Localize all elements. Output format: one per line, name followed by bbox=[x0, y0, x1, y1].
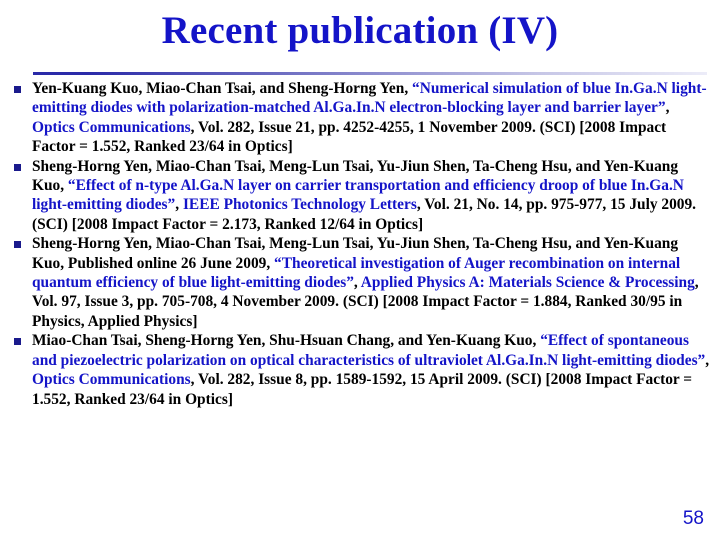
publication-title: “Effect of spontaneous and piezoelectric polarization on optical characteristics of ultraviolet Al.Ga.In.N light-emitting diodes” bbox=[32, 332, 706, 369]
bullet-icon bbox=[14, 338, 21, 345]
publication-separator: , bbox=[705, 351, 710, 369]
publication-authors: Yen-Kuang Kuo, Miao-Chan Tsai, and Sheng-Horng Yen, bbox=[32, 80, 413, 97]
publication-separator: , bbox=[665, 99, 670, 117]
bullet-icon bbox=[14, 86, 21, 93]
publication-details: , Vol. 21, No. 14, pp. 975-977, 15 July 2009. (SCI) [2008 Impact Factor = 2.173, Ranked 12/64 in Optics] bbox=[32, 196, 697, 233]
publication-separator: , bbox=[353, 274, 361, 292]
publication-list bbox=[14, 79, 710, 409]
publication-item bbox=[14, 79, 710, 157]
publication-journal: Optics Communications bbox=[32, 118, 191, 136]
publication-journal: Optics Communications bbox=[32, 371, 191, 389]
publication-authors: Miao-Chan Tsai, Sheng-Horng Yen, Shu-Hsuan Chang, and Yen-Kuang Kuo, bbox=[32, 332, 541, 350]
slide-title-main: Recent publication bbox=[161, 9, 479, 52]
publication-item bbox=[14, 157, 710, 235]
bullet-icon bbox=[14, 241, 21, 248]
publication-title: “Effect of n-type Al.Ga.N layer on carrier transportation and efficiency droop of blue In.Ga.N light-emitting diodes” bbox=[32, 177, 684, 214]
publication-details: , Vol. 282, Issue 21, pp. 4252-4255, 1 November 2009. (SCI) [2008 Impact Factor = 1.552, Ranked 23/64 in Optics] bbox=[32, 118, 667, 156]
publication-details: , Vol. 97, Issue 3, pp. 705-708, 4 November 2009. (SCI) [2008 Impact Factor = 1.884, Ranked 30/95 in Physics, Applied Physics] bbox=[32, 274, 699, 330]
publication-item bbox=[14, 234, 710, 331]
publication-item bbox=[14, 331, 710, 409]
page-number: 58 bbox=[682, 508, 704, 529]
publication-authors: Sheng-Horng Yen, Miao-Chan Tsai, Meng-Lun Tsai, Yu-Jiun Shen, Ta-Cheng Hsu, and Yen-Kuang Kuo, bbox=[32, 157, 679, 195]
publication-title: “Numerical simulation of blue In.Ga.N light-emitting diodes with polarization-matched Al.Ga.In.N electron-blocking layer and barrier layer” bbox=[32, 80, 707, 117]
publication-separator: , bbox=[175, 196, 183, 214]
publication-authors: Sheng-Horng Yen, Miao-Chan Tsai, Meng-Lun Tsai, Yu-Jiun Shen, Ta-Cheng Hsu, and Yen-Kuang Kuo, Published online 26 June 2009, bbox=[32, 235, 679, 272]
publication-details: , Vol. 282, Issue 8, pp. 1589-1592, 15 April 2009. (SCI) [2008 Impact Factor = 1.552, Ranked 23/64 in Optics] bbox=[32, 371, 693, 408]
slide-title-suffix: (IV) bbox=[488, 9, 559, 52]
publication-title: “Theoretical investigation of Auger recombination on internal quantum efficiency of blue light-emitting diodes” bbox=[32, 254, 681, 292]
publication-journal: IEEE Photonics Technology Letters bbox=[182, 196, 417, 214]
publication-journal: Applied Physics A: Materials Science & Processing bbox=[360, 274, 695, 292]
slide-title bbox=[0, 8, 720, 53]
title-divider bbox=[33, 72, 707, 75]
bullet-icon bbox=[14, 164, 21, 171]
